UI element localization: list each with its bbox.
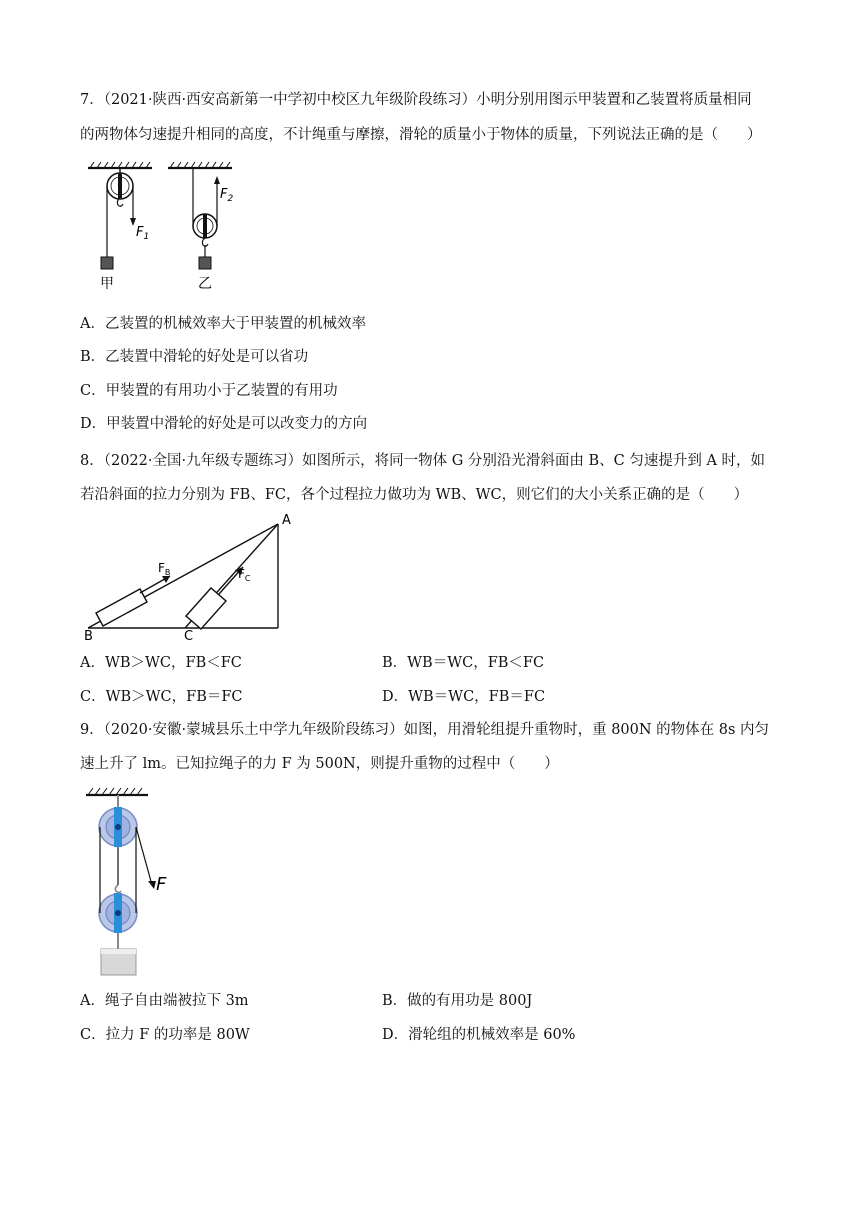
label-c: C bbox=[184, 629, 194, 644]
label-fc: $F_C$ bbox=[238, 567, 251, 583]
label-f1: $F_1$ bbox=[136, 225, 150, 242]
q8-option-c: C．WB＞WC，FB＝FC bbox=[80, 689, 243, 705]
q7-pulley-figure bbox=[80, 160, 250, 295]
q8-option-d: D．WB＝WC，FB＝FC bbox=[382, 689, 546, 705]
ceiling-left bbox=[88, 162, 152, 168]
movable-pulley bbox=[193, 168, 220, 269]
q8-stem-line-1: 8．（2022·全国·九年级专题练习）如图所示，将同一物体 G 分别沿光滑斜面由 B、C 匀速提升到 A 时，如 bbox=[80, 453, 766, 469]
q9-option-c: C．拉力 F 的功率是 80W bbox=[80, 1027, 250, 1043]
label-fb: $F_B$ bbox=[158, 561, 171, 577]
label-a: A bbox=[282, 513, 291, 528]
upper-pulley bbox=[99, 795, 137, 847]
label-f2: $F_2$ bbox=[220, 187, 234, 204]
q7-stem-line-1: 7．（2021·陕西·西安高新第一中学初中校区九年级阶段练习）小明分别用图示甲装置和乙装置将质量相同 bbox=[80, 92, 752, 108]
q9-option-d: D．滑轮组的机械效率是 60% bbox=[382, 1027, 576, 1043]
q8-stem-line-2: 若沿斜面的拉力分别为 FB、FC，各个过程拉力做功为 WB、WC，则它们的大小关系正确的是（ ） bbox=[80, 487, 749, 503]
label-yi: 乙 bbox=[198, 276, 212, 292]
q9-stem-line-1: 9．（2020·安徽·蒙城县乐土中学九年级阶段练习）如图，用滑轮组提升重物时，重 800N 的物体在 8s 内匀 bbox=[80, 722, 770, 738]
q7-option-a: A．乙装置的机械效率大于甲装置的机械效率 bbox=[80, 316, 366, 332]
q7-option-b: B．乙装置中滑轮的好处是可以省功 bbox=[80, 349, 309, 365]
label-jia: 甲 bbox=[100, 276, 114, 292]
q9-option-a: A．绳子自由端被拉下 3m bbox=[80, 993, 249, 1009]
q9-option-b: B．做的有用功是 800J bbox=[382, 993, 533, 1009]
q8-incline-figure bbox=[80, 510, 310, 645]
ceiling bbox=[86, 788, 148, 795]
label-b: B bbox=[84, 629, 93, 644]
lower-pulley bbox=[99, 885, 137, 949]
weight-block bbox=[101, 949, 136, 975]
q9-pulley-block-figure bbox=[80, 785, 190, 985]
fixed-pulley bbox=[101, 168, 136, 269]
block-c bbox=[186, 567, 243, 629]
q8-option-a: A．WB＞WC，FB＜FC bbox=[80, 655, 242, 671]
ceiling-right bbox=[168, 162, 232, 168]
q7-option-d: D．甲装置中滑轮的好处是可以改变力的方向 bbox=[80, 416, 368, 432]
q9-stem-line-2: 速上升了 lm。已知拉绳子的力 F 为 500N，则提升重物的过程中（ ） bbox=[80, 756, 559, 772]
q7-option-c: C．甲装置的有用功小于乙装置的有用功 bbox=[80, 383, 338, 399]
label-force-f: F bbox=[156, 874, 167, 895]
q7-stem-line-2: 的两物体匀速提升相同的高度，不计绳重与摩擦，滑轮的质量小于物体的质量，下列说法正确的是（ ） bbox=[80, 127, 762, 143]
q8-option-b: B．WB＝WC，FB＜FC bbox=[382, 655, 545, 671]
block-b bbox=[96, 576, 170, 626]
